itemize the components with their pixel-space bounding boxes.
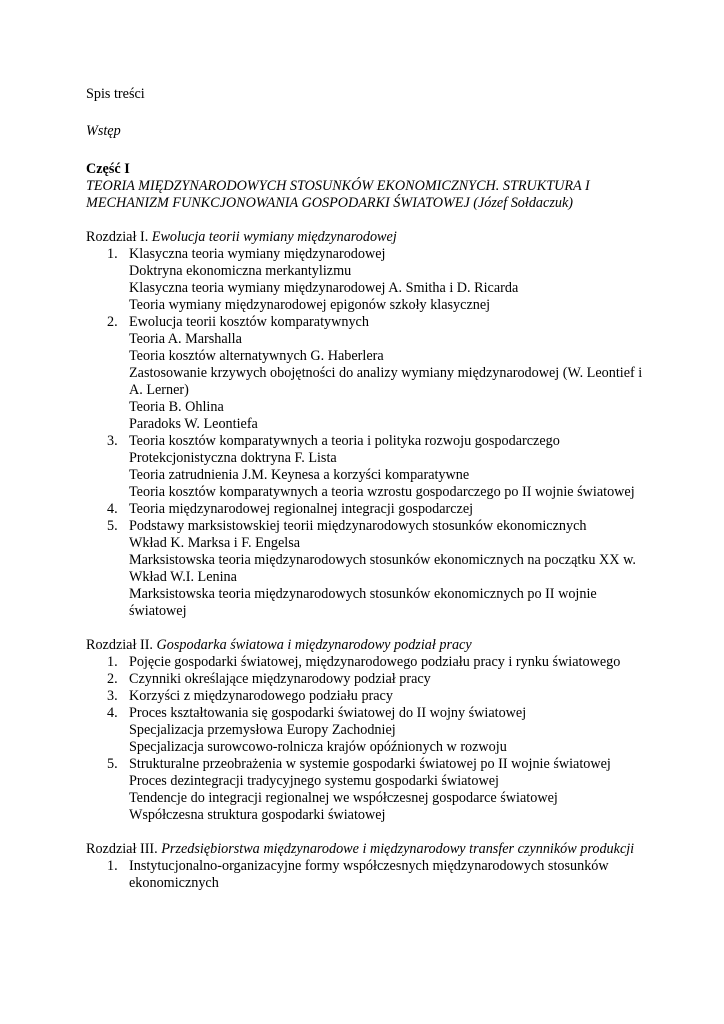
list-item <box>86 671 644 688</box>
item-text: Teoria międzynarodowej regionalnej integracji gospodarczej <box>129 501 474 517</box>
section-gap <box>86 620 644 637</box>
list-item <box>86 858 644 892</box>
item-text: Proces kształtowania się gospodarki światowej do II wojny światowej <box>129 705 527 721</box>
item-number: 4. <box>107 501 118 517</box>
list-item <box>86 314 644 331</box>
chapter-title: Ewolucja teorii wymiany międzynarodowej <box>151 229 397 245</box>
item-text: Podstawy marksistowskiej teorii międzynarodowych stosunków ekonomicznych <box>129 518 587 534</box>
chapter-section <box>86 229 644 620</box>
sub-item: Współczesna struktura gospodarki światowej <box>129 807 386 823</box>
chapters-container <box>86 229 644 892</box>
sub-item: Proces dezintegracji tradycyjnego systemu gospodarki światowej <box>129 773 499 789</box>
chapter-item-list <box>86 858 644 892</box>
item-number: 1. <box>107 654 118 670</box>
list-item <box>86 705 644 722</box>
item-text: Klasyczna teoria wymiany międzynarodowej <box>129 246 386 262</box>
sub-item: Teoria kosztów komparatywnych a teoria wzrostu gospodarczego po II wojnie światowej <box>129 484 635 500</box>
sub-item: Wkład K. Marksa i F. Engelsa <box>129 535 301 551</box>
item-text: Czynniki określające międzynarodowy podział pracy <box>129 671 431 687</box>
intro-entry: Wstęp <box>86 123 121 139</box>
sub-item: Wkład W.I. Lenina <box>129 569 237 585</box>
toc-title: Spis treści <box>86 86 145 102</box>
list-item <box>86 246 644 263</box>
chapter-section <box>86 841 644 892</box>
item-text: Teoria kosztów komparatywnych a teoria i polityka rozwoju gospodarczego <box>129 433 560 449</box>
sub-item: Teoria wymiany międzynarodowej epigonów szkoły klasycznej <box>129 297 491 313</box>
part-title: TEORIA MIĘDZYNARODOWYCH STOSUNKÓW EKONOMICZNYCH. STRUKTURA I MECHANIZM FUNKCJONOWANIA GOSPODARKI ŚWIATOWEJ (Józef Sołdaczuk) <box>86 178 590 211</box>
item-text: Korzyści z międzynarodowego podziału pracy <box>129 688 393 704</box>
item-number: 1. <box>107 858 118 874</box>
chapter-title: Gospodarka światowa i międzynarodowy podział pracy <box>156 637 472 653</box>
list-item <box>86 688 644 705</box>
item-number: 5. <box>107 518 118 534</box>
item-number: 5. <box>107 756 118 772</box>
list-item <box>86 433 644 450</box>
item-number: 1. <box>107 246 118 262</box>
list-item <box>86 654 644 671</box>
item-number: 4. <box>107 705 118 721</box>
item-text: Ewolucja teorii kosztów komparatywnych <box>129 314 369 330</box>
sub-item: Doktryna ekonomiczna merkantylizmu <box>129 263 352 279</box>
list-item <box>86 756 644 773</box>
sub-item: Teoria kosztów alternatywnych G. Haberlera <box>129 348 384 364</box>
chapter-prefix: Rozdział I. <box>86 229 149 245</box>
chapter-item-list <box>86 654 644 824</box>
sub-item: Protekcjonistyczna doktryna F. Lista <box>129 450 337 466</box>
sub-item: Specjalizacja surowcowo-rolnicza krajów opóźnionych w rozwoju <box>129 739 507 755</box>
sub-item: Marksistowska teoria międzynarodowych stosunków ekonomicznych po II wojnie światowej <box>129 586 597 619</box>
sub-item: Tendencje do integracji regionalnej we współczesnej gospodarce światowej <box>129 790 558 806</box>
sub-item: Marksistowska teoria międzynarodowych stosunków ekonomicznych na początku XX w. <box>129 552 636 568</box>
sub-item: Klasyczna teoria wymiany międzynarodowej A. Smitha i D. Ricarda <box>129 280 519 296</box>
list-item <box>86 518 644 535</box>
chapter-prefix: Rozdział III. <box>86 841 158 857</box>
item-number: 3. <box>107 433 118 449</box>
sub-item: Paradoks W. Leontiefa <box>129 416 258 432</box>
item-text: Instytucjonalno-organizacyjne formy współczesnych międzynarodowych stosunków ekonomicznych <box>129 858 609 891</box>
chapter-section <box>86 637 644 824</box>
item-number: 2. <box>107 314 118 330</box>
chapter-heading <box>86 637 644 654</box>
sub-item: Teoria A. Marshalla <box>129 331 242 347</box>
item-text: Pojęcie gospodarki światowej, międzynarodowego podziału pracy i rynku światowego <box>129 654 621 670</box>
chapter-title: Przedsiębiorstwa międzynarodowe i międzynarodowy transfer czynników produkcji <box>161 841 635 857</box>
sub-item: Teoria zatrudnienia J.M. Keynesa a korzyści komparatywne <box>129 467 470 483</box>
item-number: 2. <box>107 671 118 687</box>
item-number: 3. <box>107 688 118 704</box>
chapter-prefix: Rozdział II. <box>86 637 153 653</box>
chapter-heading <box>86 841 644 858</box>
item-text: Strukturalne przeobrażenia w systemie gospodarki światowej po II wojnie światowej <box>129 756 611 772</box>
section-gap <box>86 824 644 841</box>
sub-item: Specjalizacja przemysłowa Europy Zachodniej <box>129 722 396 738</box>
chapter-item-list <box>86 246 644 620</box>
part-label: Część I <box>86 161 130 177</box>
sub-item: Teoria B. Ohlina <box>129 399 224 415</box>
list-item <box>86 501 644 518</box>
sub-item: Zastosowanie krzywych obojętności do analizy wymiany międzynarodowej (W. Leontief i A. Lerner) <box>129 365 643 398</box>
chapter-heading <box>86 229 644 246</box>
